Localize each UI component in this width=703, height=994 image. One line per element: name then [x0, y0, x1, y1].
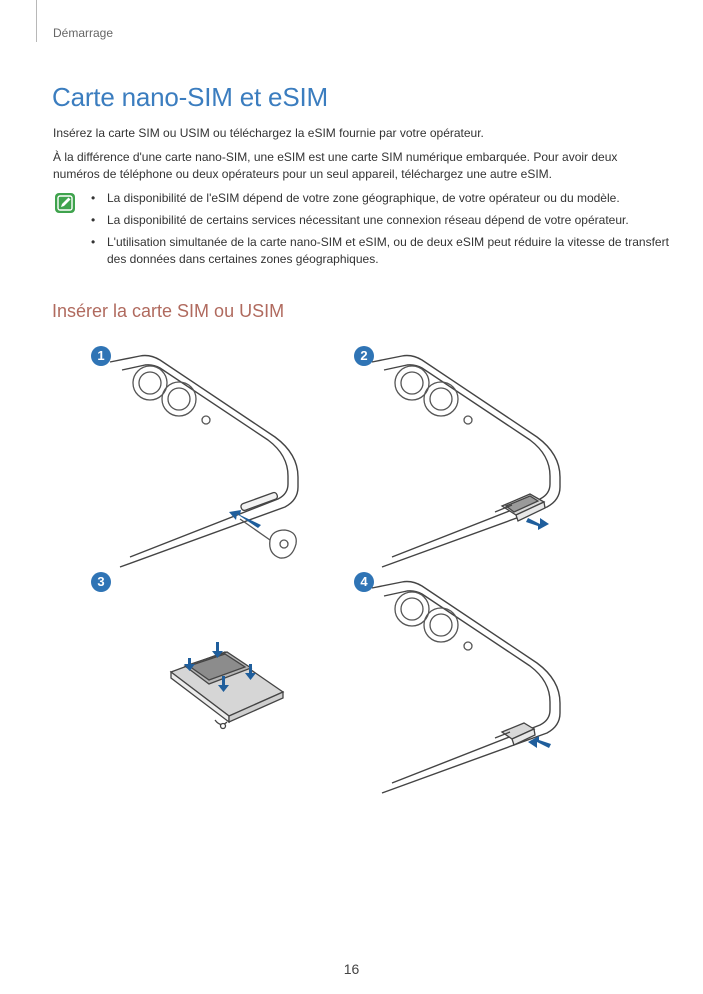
page-number: 16 — [343, 961, 360, 977]
step-marker-4: 4 — [354, 572, 374, 592]
step-marker-2: 2 — [354, 346, 374, 366]
intro-paragraph-2: À la différence d'une carte nano-SIM, une eSIM est une carte SIM numérique embarquée. Pour avoir deux numéros de téléphone ou deux opérateurs pour un seul appareil, téléchargez une autre eSIM. — [53, 150, 618, 181]
illustration-place-sim — [165, 638, 290, 738]
illustration-insert-pin — [100, 352, 330, 574]
note-item: • La disponibilité de l'eSIM dépend de votre zone géographique, de votre opérateur ou du modèle. — [88, 190, 678, 207]
illustration-pull-tray — [362, 352, 592, 574]
illustration-insert-tray — [362, 578, 592, 800]
note-item: • La disponibilité de certains services nécessitant une connexion réseau dépend de votre opérateur. — [88, 212, 678, 229]
step-marker-1: 1 — [91, 346, 111, 366]
section-label: Démarrage — [53, 26, 114, 40]
intro-paragraph-1: Insérez la carte SIM ou USIM ou téléchargez la eSIM fournie par votre opérateur. — [53, 126, 484, 140]
header-divider — [36, 0, 37, 42]
section-subtitle: Insérer la carte SIM ou USIM — [52, 301, 285, 321]
notes-list — [88, 190, 678, 273]
note-pencil-icon — [54, 192, 76, 214]
note-item: • L'utilisation simultanée de la carte nano-SIM et eSIM, ou de deux eSIM peut réduire la vitesse de transfert des données dans certaines zones géographiques. — [88, 234, 678, 268]
step-marker-3: 3 — [91, 572, 111, 592]
page-title: Carte nano-SIM et eSIM — [52, 82, 328, 112]
